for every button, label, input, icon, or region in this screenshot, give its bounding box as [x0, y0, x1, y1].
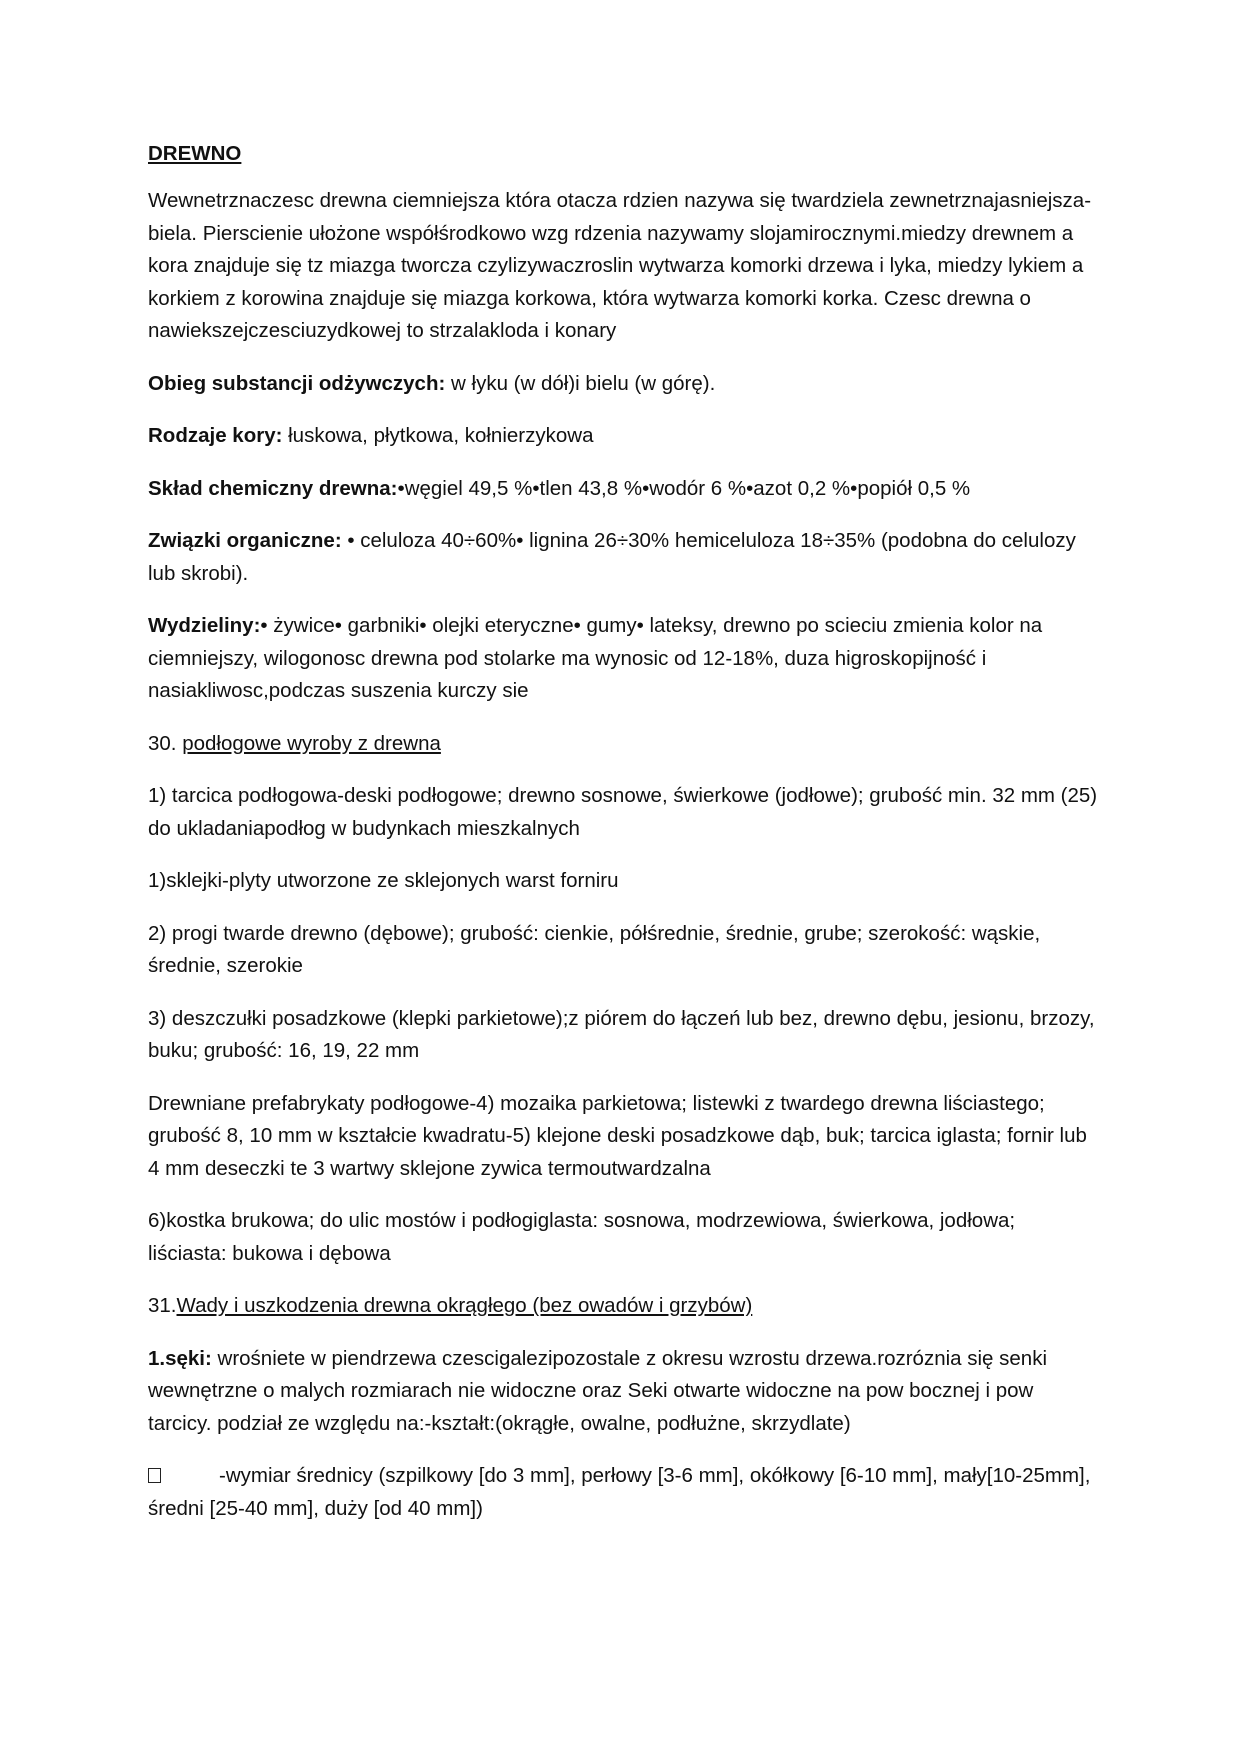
seki-text: wrośniete w piendrzewa czescigalezipozostale z okresu wzrostu drzewa.rozróznia się senki wewnętrzne o malych rozmiarach nie widoczne oraz Seki otwarte widoczne na pow bocznej i pow tarcicy. podział ze względu na:-kształt:(okrągłe, owalne, podłużne, skrzydlate) [148, 1346, 1048, 1435]
document-page [148, 138, 1098, 1545]
seki-paragraph [148, 1343, 1098, 1441]
wymiar-text: -wymiar średnicy (szpilkowy [do 3 mm], perłowy [3-6 mm], okółkowy [6-10 mm], mały[10-25mm], średni [25-40 mm], duży [od 40 mm]) [148, 1464, 1091, 1520]
obieg-paragraph [148, 368, 1098, 401]
kory-paragraph [148, 420, 1098, 453]
obieg-text: w łyku (w dół)i bielu (w górę). [445, 371, 716, 395]
list-item: Drewniane prefabrykaty podłogowe-4) mozaika parkietowa; listewki z twardego drewna liściastego; grubość 8, 10 mm w kształcie kwadratu-5) klejone deski posadzkowe dąb, buk; tarcica iglasta; fornir lub 4 mm deseczki te 3 wartwy sklejone zywica termoutwardzalna [148, 1091, 1087, 1180]
list-item: 1) tarcica podłogowa-deski podłogowe; drewno sosnowe, świerkowe (jodłowe); grubość min. 32 mm (25) do ukladaniapodłog w budynkach mieszkalnych [148, 784, 1098, 840]
wydzieliny-paragraph [148, 610, 1098, 708]
sklad-text: •węgiel 49,5 %•tlen 43,8 %•wodór 6 %•azot 0,2 %•popiół 0,5 % [397, 476, 971, 500]
list-item: 2) progi twarde drewno (dębowe); grubość: cienkie, półśrednie, średnie, grube; szerokość: wąskie, średnie, szerokie [148, 921, 1041, 977]
section-31-title: Wady i uszkodzenia drewna okrągłego (bez owadów i grzybów) [176, 1294, 753, 1317]
document-title: DREWNO [148, 142, 242, 165]
obieg-label: Obieg substancji odżywczych: [148, 371, 446, 395]
zwiazki-label: Związki organiczne: [148, 529, 342, 552]
list-item: 6)kostka brukowa; do ulic mostów i podłogiglasta: sosnowa, modrzewiowa, świerkowa, jodłowa; liściasta: bukowa i dębowa [148, 1209, 1016, 1265]
zwiazki-paragraph [148, 525, 1098, 590]
seki-label: 1.sęki: [148, 1346, 212, 1370]
kory-text: łuskowa, płytkowa, kołnierzykowa [282, 424, 594, 447]
wymiar-bullet-item [148, 1460, 1098, 1525]
zwiazki-text: • celuloza 40÷60%• lignina 26÷30% hemiceluloza 18÷35% (podobna do celulozy lub skrobi). [148, 529, 1076, 585]
wydzieliny-text: • żywice• garbniki• olejki eteryczne• gumy• lateksy, drewno po scieciu zmienia kolor na ciemniejszy, wilogonosc drewna pod stolarke ma wynosic od 12-18%, duza higroskopijność i nasiakliwosc,podczas suszenia kurczy sie [148, 614, 1043, 702]
section-31-number: 31. [148, 1294, 177, 1317]
sklad-label: Skład chemiczny drewna: [148, 476, 398, 500]
section-31-heading [148, 1290, 1098, 1323]
list-item: 1)sklejki-plyty utworzone ze sklejonych warst forniru [148, 869, 619, 892]
section-30-title: podłogowe wyroby z drewna [182, 731, 441, 755]
section-30-heading [148, 728, 1098, 761]
intro-paragraph: Wewnetrznaczesc drewna ciemniejsza która otacza rdzien nazywa się twardziela zewnetrznajasniejsza-biela. Pierscienie ułożone współśrodkowo wzg rdzenia nazywamy slojamirocznymi.miedzy drewnem a kora znajduje się tz miazga tworcza czylizywaczroslin wytwarza komorki drzewa i lyka, miedzy lykiem a korkiem z korowina znajduje się miazga korkowa, która wytwarza komorki korka. Czesc drewna o nawiekszejczesciuzydkowej to strzalakloda i konary [148, 189, 1092, 342]
missing-glyph-icon [148, 1468, 161, 1483]
wydzieliny-label: Wydzieliny: [148, 614, 261, 637]
list-item: 3) deszczułki posadzkowe (klepki parkietowe);z piórem do łączeń lub bez, drewno dębu, jesionu, brzozy, buku; grubość: 16, 19, 22 mm [148, 1006, 1095, 1062]
section-30-number: 30. [148, 731, 183, 755]
kory-label: Rodzaje kory: [148, 424, 283, 447]
sklad-paragraph [148, 473, 1098, 506]
